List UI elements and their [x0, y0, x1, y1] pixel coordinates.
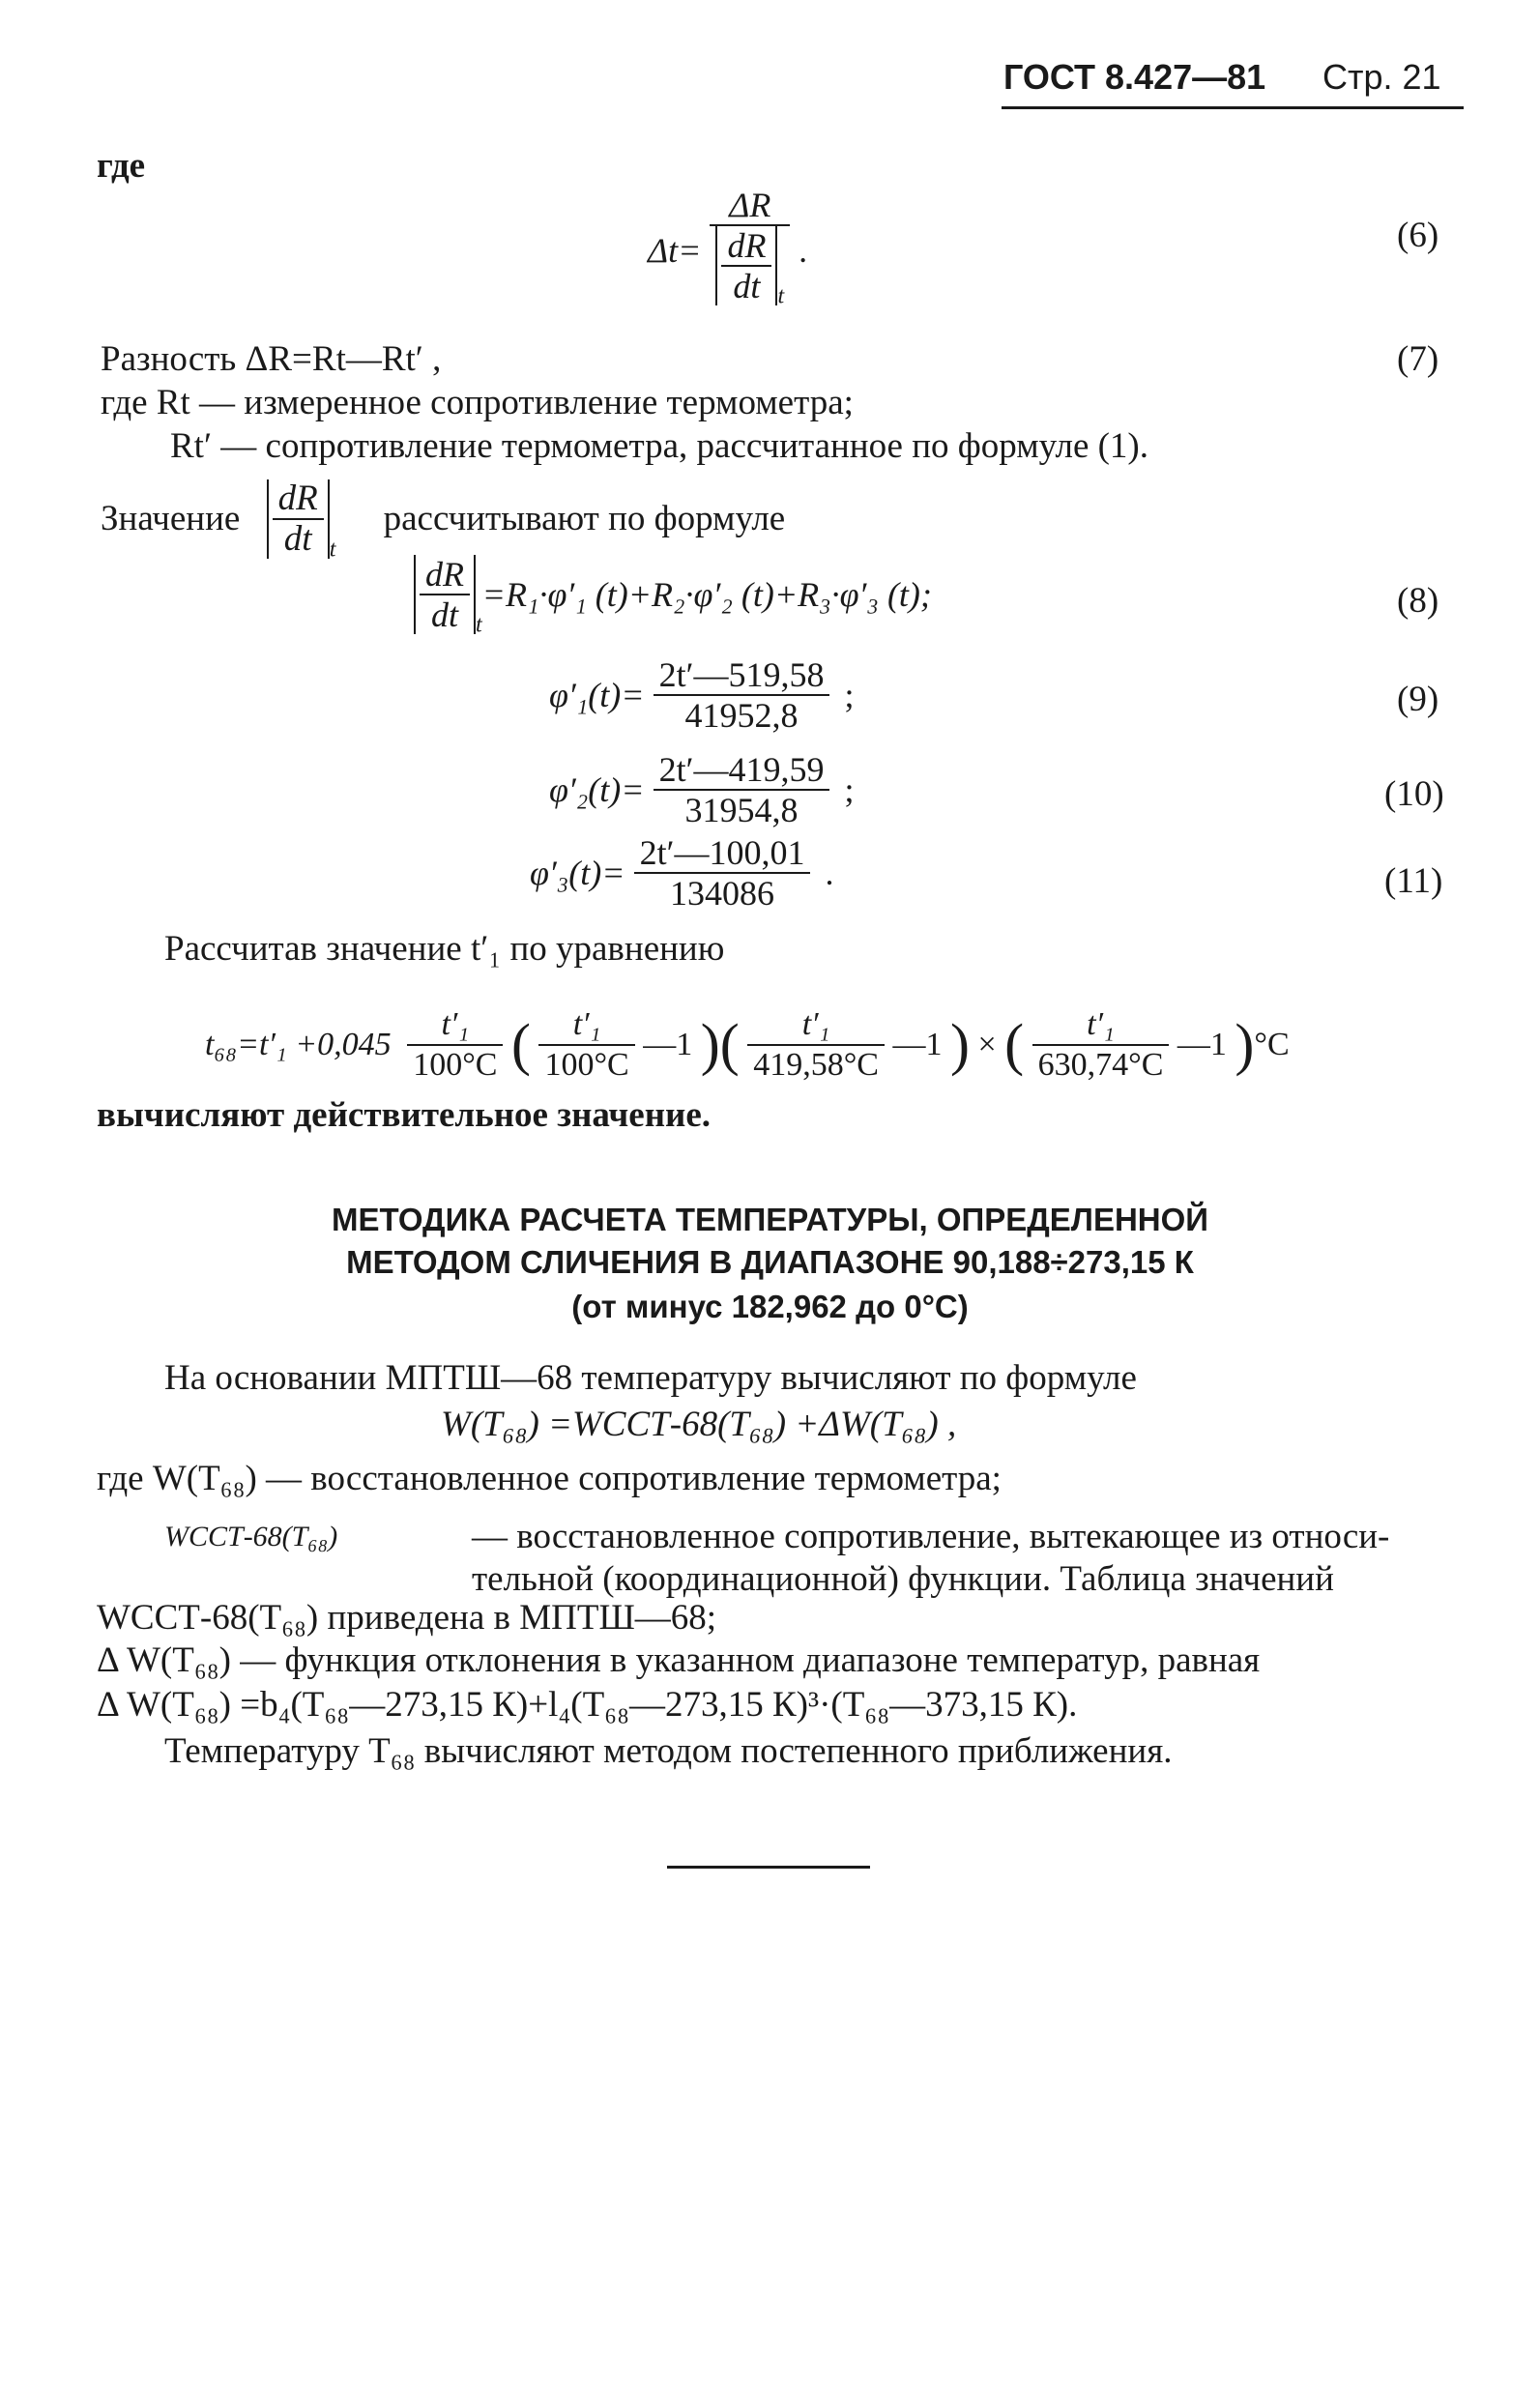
body-def-4: Δ W(T₆₈) — функция отклонения в указанном диапазоне температур, равная	[97, 1640, 1261, 1680]
eq11-fraction	[634, 833, 811, 913]
eq6-num: ΔR	[710, 186, 790, 226]
eq8-number: (8)	[1397, 581, 1439, 621]
def3-bottom: dt	[283, 519, 312, 559]
eq8-rhs: =R₁·φ′₁ (t)+R₂·φ′₂ (t)+R₃·φ′₃ (t);	[481, 575, 932, 614]
def-line-1: где Rt — измеренное сопротивление термометра;	[101, 383, 854, 422]
eq10-fraction	[654, 750, 830, 829]
body-def-2-term: WССТ-68(T₆₈)	[164, 1521, 338, 1552]
body-last: Температуру T₆₈ вычисляют методом постепенного приближения.	[164, 1731, 1173, 1771]
intro-gde: где	[97, 146, 146, 186]
t68-times: ×	[977, 1027, 997, 1062]
equation-8	[414, 555, 932, 638]
equation-11	[530, 833, 833, 913]
t68-f4-num: t′₁	[1032, 1005, 1170, 1046]
result-text: вычисляют действительное значение.	[97, 1095, 712, 1135]
body-def-3: WССТ-68(T₆₈) приведена в МПТШ—68;	[97, 1598, 717, 1638]
def3-top: dR	[273, 479, 324, 520]
eq10-den: 31954,8	[684, 791, 799, 829]
eq7-number: (7)	[1397, 339, 1439, 379]
t68-unit: °C	[1254, 1027, 1290, 1062]
t68-paren-close-1: )	[700, 1012, 720, 1077]
equation-10	[549, 750, 854, 829]
eq10-lhs: φ′₂(t)=	[549, 770, 645, 809]
eq10-number: (10)	[1384, 774, 1444, 814]
eq11-num: 2t′—100,01	[634, 833, 811, 874]
t68-paren-open-3: (	[1004, 1012, 1025, 1077]
eq8-sub: t	[476, 612, 482, 638]
t68-paren-open-2: (	[719, 1012, 740, 1077]
def3-deriv	[273, 479, 324, 559]
eq11-lhs: φ′₃(t)=	[530, 854, 625, 892]
closing-rule	[667, 1866, 870, 1869]
eq6-deriv	[721, 226, 771, 305]
section-heading-line-1: МЕТОДИКА РАСЧЕТА ТЕМПЕРАТУРЫ, ОПРЕДЕЛЕННОЙ	[331, 1202, 1209, 1237]
body-p1: На основании МПТШ—68 температуру вычисляют по формуле	[164, 1358, 1137, 1398]
eq9-lhs: φ′₁(t)=	[549, 676, 645, 714]
t68-f2-tail: —1	[643, 1027, 693, 1062]
equation-t68	[205, 1005, 1290, 1085]
t68-f4-den: 630,74°C	[1037, 1047, 1164, 1083]
t68-f3-tail: —1	[892, 1027, 943, 1062]
body-def-5: Δ W(T₆₈) =b₄(T₆₈—273,15 К)+l₄(T₆₈—273,15 К)³·(T₆₈—373,15 К).	[97, 1685, 1078, 1725]
def3-abs	[267, 479, 330, 559]
eq6-lhs: Δt=	[648, 231, 702, 271]
eq6-tail: .	[799, 231, 808, 271]
equation-9	[549, 655, 854, 735]
eq6-den	[710, 226, 790, 315]
t68-f1-den: 100°C	[413, 1047, 498, 1083]
eq8-top: dR	[420, 555, 470, 595]
eq9-tail: ;	[844, 676, 855, 714]
eq7-text: Разность ΔR=Rt—Rt′ ,	[101, 339, 442, 379]
t68-f3-den: 419,58°C	[753, 1047, 879, 1083]
eq9-fraction	[654, 655, 830, 735]
t68-f3-num: t′₁	[747, 1005, 885, 1046]
def3-pre: Значение	[101, 499, 241, 538]
eq9-num: 2t′—519,58	[654, 655, 830, 696]
equation-6	[648, 186, 807, 315]
body-equation: W(T₆₈) =WССТ-68(T₆₈) +ΔW(T₆₈) ,	[441, 1405, 957, 1444]
t68-lhs: t₆₈=t′₁ +0,045	[205, 1027, 392, 1062]
eq11-den: 134086	[670, 874, 775, 913]
eq6-den-top: dR	[721, 226, 771, 267]
eq9-den: 41952,8	[684, 696, 799, 735]
calc-text: Рассчитав значение t′₁ по уравнению	[164, 929, 725, 969]
t68-paren-close-3: )	[1235, 1012, 1255, 1077]
t68-f2-num: t′₁	[538, 1005, 634, 1046]
t68-paren-close-2: )	[949, 1012, 970, 1077]
eq11-number: (11)	[1384, 861, 1443, 901]
eq6-number: (6)	[1397, 216, 1439, 255]
t68-f2-den: 100°C	[544, 1047, 629, 1083]
def3-sub: t	[329, 537, 336, 563]
t68-frac-4	[1032, 1005, 1170, 1085]
eq8-abs	[414, 555, 476, 634]
t68-paren-open-1: (	[510, 1012, 531, 1077]
body-def-1: где W(T₆₈) — восстановленное сопротивление термометра;	[97, 1459, 1002, 1498]
t68-frac-3	[747, 1005, 885, 1085]
doc-number: ГОСТ 8.427—81	[1003, 57, 1266, 97]
body-def-2-cont: тельной (координационной) функции. Таблица значений	[472, 1559, 1334, 1599]
t68-f4-tail: —1	[1177, 1027, 1227, 1062]
page-label: Стр. 21	[1322, 57, 1441, 97]
eq8-deriv	[420, 555, 470, 634]
eq9-number: (9)	[1397, 680, 1439, 719]
def-line-2: Rt′ — сопротивление термометра, рассчитанное по формуле (1).	[170, 426, 1149, 466]
t68-f1-num: t′₁	[407, 1005, 503, 1046]
eq10-num: 2t′—419,59	[654, 750, 830, 791]
body-def-2-text: — восстановленное сопротивление, вытекающее из относи-	[472, 1517, 1390, 1556]
eq6-abs	[715, 226, 777, 305]
eq6-fraction	[710, 186, 790, 315]
section-heading-line-3: (от минус 182,962 до 0°С)	[571, 1289, 969, 1324]
eq11-tail: .	[825, 854, 834, 892]
eq6-den-bottom: dt	[733, 267, 761, 305]
t68-frac-2	[538, 1005, 634, 1085]
section-heading-line-2: МЕТОДОМ СЛИЧЕНИЯ В ДИАПАЗОНЕ 90,188÷273,15 К	[346, 1244, 1194, 1280]
eq8-bottom: dt	[430, 595, 458, 634]
eq10-tail: ;	[844, 770, 855, 809]
header-rule	[1002, 106, 1464, 109]
eq6-sub: t	[777, 283, 785, 309]
t68-frac-1	[407, 1005, 503, 1085]
def3-post: рассчитывают по формуле	[383, 499, 786, 538]
